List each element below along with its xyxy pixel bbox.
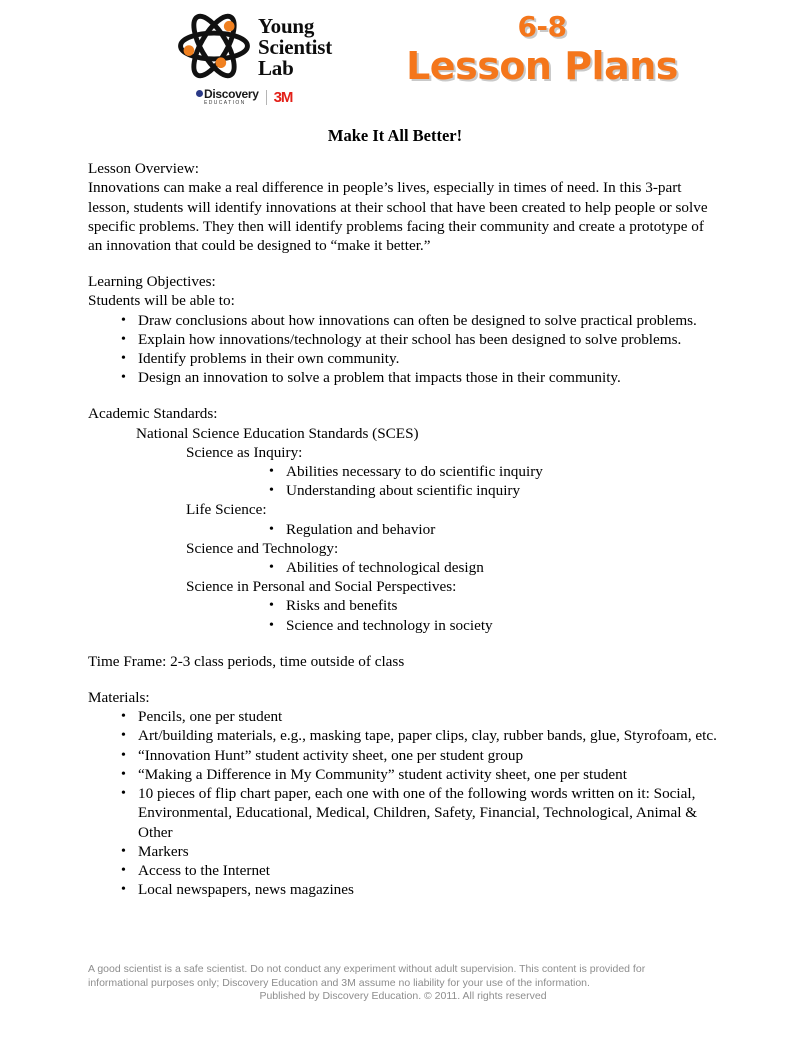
page-header bbox=[0, 0, 803, 120]
brand-logo-row bbox=[176, 8, 376, 84]
spacer bbox=[88, 671, 718, 688]
brand-line-1: Young bbox=[258, 13, 315, 38]
list-item: • Abilities of technological design bbox=[88, 558, 718, 577]
standards-group-list bbox=[88, 520, 718, 539]
discovery-text: Discovery bbox=[204, 87, 259, 101]
standards-group-name: Life Science: bbox=[186, 501, 267, 519]
learning-objectives-list bbox=[88, 311, 718, 388]
discovery-subtitle: EDUCATION bbox=[204, 100, 246, 106]
list-item: • 10 pieces of flip chart paper, each one with one of the following words written on it: Social, Environmental, Educational, Medical, Children, Safety, Financial, Technological, Animal & Other bbox=[88, 784, 718, 842]
document-body bbox=[88, 126, 718, 899]
lesson-overview-label: Lesson Overview: bbox=[88, 160, 199, 178]
3m-logo: 3M bbox=[273, 88, 293, 106]
list-item: • Markers bbox=[88, 842, 718, 861]
partner-divider bbox=[266, 90, 267, 105]
list-item: • Access to the Internet bbox=[88, 861, 718, 880]
standards-group-list bbox=[88, 462, 718, 500]
footer-line-2: informational purposes only; Discovery Education and 3M assume no liability for your use of the information. bbox=[88, 976, 590, 989]
list-item: • Local newspapers, news magazines bbox=[88, 880, 718, 899]
footer-line-1: A good scientist is a safe scientist. Do not conduct any experiment without adult supervision. This content is provided for bbox=[88, 963, 646, 975]
materials-list bbox=[88, 707, 718, 899]
list-item: • Art/building materials, e.g., masking tape, paper clips, clay, rubber bands, glue, Styrofoam, etc. bbox=[88, 726, 718, 745]
discovery-wordmark bbox=[196, 88, 259, 100]
brand-wordmark bbox=[258, 14, 332, 79]
partner-logos bbox=[196, 88, 376, 106]
grade-range: 6-8 bbox=[517, 10, 567, 43]
time-frame: Time Frame: 2-3 class periods, time outside of class bbox=[88, 652, 405, 670]
spacer bbox=[88, 387, 718, 404]
standards-group-name: Science and Technology: bbox=[186, 539, 339, 557]
footer-line-3: Published by Discovery Education. © 2011. All rights reserved bbox=[259, 990, 547, 1002]
list-item: • Understanding about scientific inquiry bbox=[88, 481, 718, 500]
standards-group-list bbox=[88, 596, 718, 634]
banner-title: Lesson Plans bbox=[406, 44, 678, 88]
brand-line-2: Scientist bbox=[258, 34, 333, 59]
list-item: • Risks and benefits bbox=[88, 596, 718, 615]
list-item: • Explain how innovations/technology at their school has been designed to solve problems. bbox=[88, 330, 718, 349]
lesson-overview-text: Innovations can make a real difference in people’s lives, especially in times of need. In this 3-part lesson, students will identify innovations at their school that have been created to help people or solve specific problems. They then will identify problems facing their community and create a prototype of an innovation that could be designed to “make it better.” bbox=[88, 179, 708, 255]
young-scientist-lab-logo bbox=[176, 8, 376, 106]
list-item: • “Innovation Hunt” student activity sheet, one per student group bbox=[88, 746, 718, 765]
standards-organization: National Science Education Standards (SCES) bbox=[136, 424, 419, 442]
page-footer bbox=[88, 963, 718, 1004]
standards-group-name: Science as Inquiry: bbox=[186, 443, 303, 461]
list-item: • Design an innovation to solve a problem that impacts those in their community. bbox=[88, 368, 718, 387]
grade-banner bbox=[392, 12, 692, 88]
spacer bbox=[88, 635, 718, 652]
list-item: • “Making a Difference in My Community” student activity sheet, one per student bbox=[88, 765, 718, 784]
materials-label: Materials: bbox=[88, 689, 150, 707]
list-item: • Science and technology in society bbox=[88, 616, 718, 635]
spacer bbox=[88, 255, 718, 272]
learning-objectives-label: Learning Objectives: bbox=[88, 273, 216, 291]
academic-standards-label: Academic Standards: bbox=[88, 405, 218, 423]
discovery-education-logo bbox=[196, 88, 259, 106]
list-item: • Regulation and behavior bbox=[88, 520, 718, 539]
globe-icon bbox=[196, 90, 203, 97]
list-item: • Draw conclusions about how innovations can often be designed to solve practical problems. bbox=[88, 311, 718, 330]
page-title: Make It All Better! bbox=[327, 126, 463, 145]
learning-objectives-lead: Students will be able to: bbox=[88, 292, 235, 310]
standards-group-list bbox=[88, 558, 718, 577]
list-item: • Identify problems in their own community. bbox=[88, 349, 718, 368]
list-item: • Pencils, one per student bbox=[88, 707, 718, 726]
standards-group-name: Science in Personal and Social Perspectives: bbox=[186, 578, 457, 596]
brand-line-3: Lab bbox=[258, 55, 294, 80]
atom-icon bbox=[176, 8, 252, 84]
list-item: • Abilities necessary to do scientific inquiry bbox=[88, 462, 718, 481]
